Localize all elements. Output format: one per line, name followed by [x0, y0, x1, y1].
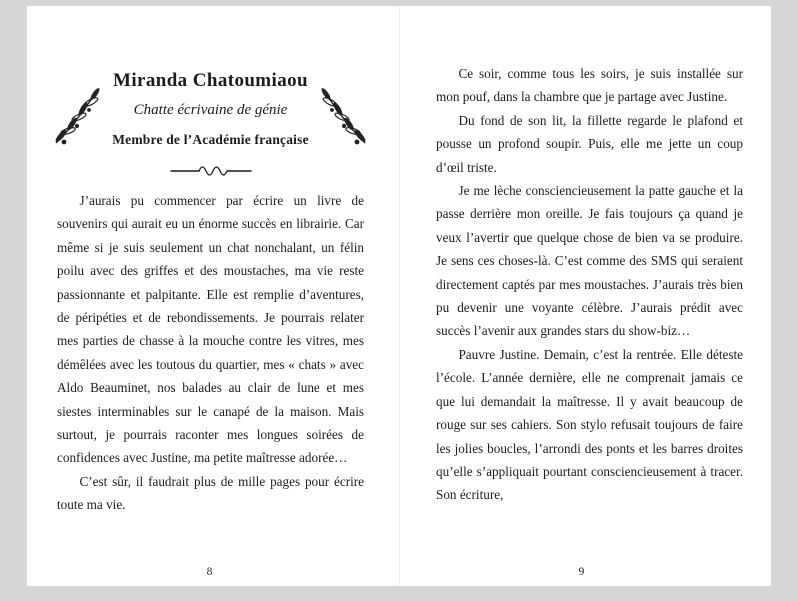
paragraph: Je me lèche consciencieusement la patte gauche et la passe derrière mon oreille. Je fais toujours ça quand je veux l’avertir que quelque chose de bien va se produire. Je sens ces choses-là. C’est comme des SMS qui seraient directement captés par mes moustaches. J’aurais très bien pu devenir une voyante célèbre. J’aurais prédit avec succès l’avenir aux grandes stars du show-biz… [436, 183, 743, 339]
page-number-right: 9 [578, 566, 585, 578]
paragraph: Pauvre Justine. Demain, c’est la rentrée. Elle déteste l’école. L’année dernière, elle ne comprenait jamais ce que lui demandait la maîtresse. Il y avait beaucoup de rouge sur ses cahiers. Son stylo refusait toujours de faire les jolies boucles, l’arrondi des ponts et les barres droites qu’elle s’appliquait pourtant consciencieusement à tracer. Son écriture, [436, 346, 743, 503]
chapter-title: Miranda Chatoumiaou [113, 70, 308, 91]
left-page [27, 6, 392, 586]
paragraph: J’aurais pu commencer par écrire un livre de souvenirs qui aurait eu un énorme succès en librairie. Car même si je suis seulement un chat nonchalant, un félin poilu avec des griffes et des moustaches, ma vie reste passionnante et palpitante. Elle est remplie d’aventures, de péripéties et de rebondissements. Je pourrais relater mes parties de chasse à la mouche contre les vitres, mes démêlées avec les toutous du quartier, mes « chats » avec Aldo Beauminet, nos balades au clair de lune et mes siestes interminables sur le canapé de la maison. Mais surtout, je pourrais raconter mes longues soirées de confidences avec Justine, ma petite maîtresse adorée… [57, 193, 364, 466]
olive-branch-icon [51, 84, 107, 148]
right-page-text [436, 62, 743, 507]
paragraph: C’est sûr, il faudrait plus de mille pages pour écrire toute ma vie. [57, 473, 364, 513]
squiggle-rule-icon [57, 163, 364, 179]
chapter-header [57, 70, 364, 148]
olive-branch-icon [314, 84, 370, 148]
chapter-subtitle: Chatte écrivaine de génie [133, 102, 288, 118]
chapter-membership: Membre de l’Académie française [112, 132, 309, 147]
paragraph: Ce soir, comme tous les soirs, je suis installée sur mon pouf, dans la chambre que je partage avec Justine. [436, 66, 743, 105]
left-page-text [57, 189, 364, 517]
page-spread [27, 6, 771, 586]
right-page [392, 6, 771, 586]
paragraph: Du fond de son lit, la fillette regarde le plafond et pousse un profond soupir. Puis, elle me jette un coup d’œil triste. [436, 112, 743, 175]
page-number-left: 8 [206, 566, 213, 578]
